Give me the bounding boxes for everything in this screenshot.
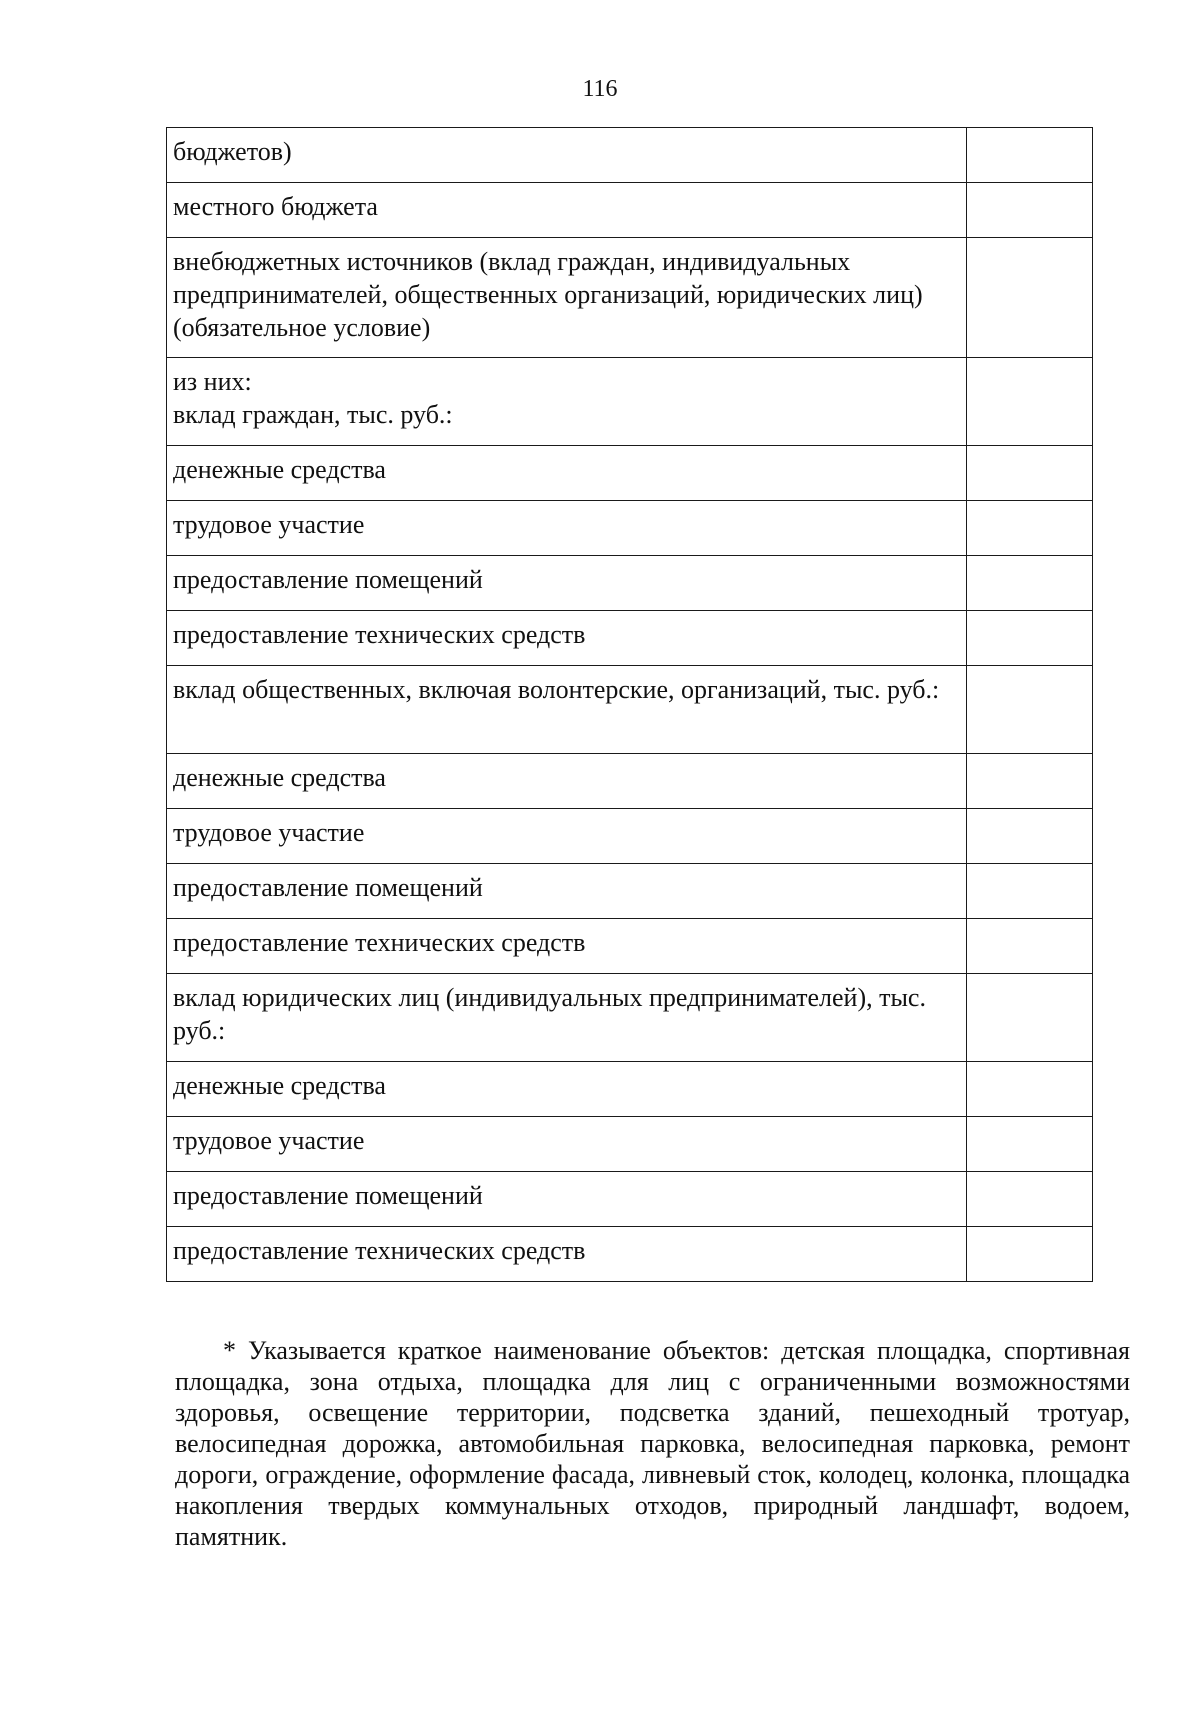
table-row xyxy=(167,754,1093,809)
row-label: предоставление помещений xyxy=(167,1172,967,1227)
row-label: предоставление технических средств xyxy=(167,1227,967,1282)
table-row xyxy=(167,446,1093,501)
table-row xyxy=(167,611,1093,666)
footnote: * Указывается краткое наименование объектов: детская площадка, спортивная площадка, зона отдыха, площадка для лиц с ограниченными возможностями здоровья, освещение территории, подсветка зданий, пешеходный тротуар, велосипедная дорожка, автомобильная парковка, велосипедная парковка, ремонт дороги, ограждение, оформление фасада, ливневый сток, колодец, колонка, площадка накопления твердых коммунальных отходов, природный ландшафт, водоем, памятник. xyxy=(175,1336,1130,1551)
row-value-cell xyxy=(967,1172,1093,1227)
row-label: денежные средства xyxy=(167,446,967,501)
table-row xyxy=(167,183,1093,238)
row-value-cell xyxy=(967,611,1093,666)
row-value-cell xyxy=(967,864,1093,919)
table-row xyxy=(167,809,1093,864)
row-label: бюджетов) xyxy=(167,128,967,183)
row-value-cell xyxy=(967,1062,1093,1117)
table-row xyxy=(167,501,1093,556)
table-row xyxy=(167,1227,1093,1282)
row-value-cell xyxy=(967,446,1093,501)
row-label: вклад общественных, включая волонтерские, организаций, тыс. руб.: xyxy=(167,666,967,754)
row-value-cell xyxy=(967,238,1093,358)
row-value-cell xyxy=(967,183,1093,238)
row-value-cell xyxy=(967,919,1093,974)
table-row xyxy=(167,358,1093,446)
page-number: 116 xyxy=(582,76,618,102)
table-row xyxy=(167,666,1093,754)
row-value-cell xyxy=(967,358,1093,446)
row-label: местного бюджета xyxy=(167,183,967,238)
row-label: из них: вклад граждан, тыс. руб.: xyxy=(167,358,967,446)
table-row xyxy=(167,1062,1093,1117)
funding-sources-table xyxy=(166,127,1093,1282)
row-label: денежные средства xyxy=(167,1062,967,1117)
row-label: трудовое участие xyxy=(167,809,967,864)
row-value-cell xyxy=(967,501,1093,556)
row-value-cell xyxy=(967,754,1093,809)
row-label: предоставление помещений xyxy=(167,556,967,611)
table-row xyxy=(167,128,1093,183)
table-row xyxy=(167,238,1093,358)
row-label: денежные средства xyxy=(167,754,967,809)
row-value-cell xyxy=(967,974,1093,1062)
row-label: предоставление помещений xyxy=(167,864,967,919)
table-row xyxy=(167,974,1093,1062)
table-row xyxy=(167,864,1093,919)
row-value-cell xyxy=(967,556,1093,611)
table-row xyxy=(167,1117,1093,1172)
table-row xyxy=(167,919,1093,974)
row-value-cell xyxy=(967,128,1093,183)
row-value-cell xyxy=(967,1227,1093,1282)
table-row xyxy=(167,1172,1093,1227)
row-value-cell xyxy=(967,809,1093,864)
row-label: трудовое участие xyxy=(167,501,967,556)
row-label: внебюджетных источников (вклад граждан, индивидуальных предпринимателей, общественных организаций, юридических лиц) (обязательное условие) xyxy=(167,238,967,358)
row-value-cell xyxy=(967,1117,1093,1172)
row-label: предоставление технических средств xyxy=(167,611,967,666)
row-label: предоставление технических средств xyxy=(167,919,967,974)
table-row xyxy=(167,556,1093,611)
row-value-cell xyxy=(967,666,1093,754)
row-label: вклад юридических лиц (индивидуальных предпринимателей), тыс. руб.: xyxy=(167,974,967,1062)
row-label: трудовое участие xyxy=(167,1117,967,1172)
